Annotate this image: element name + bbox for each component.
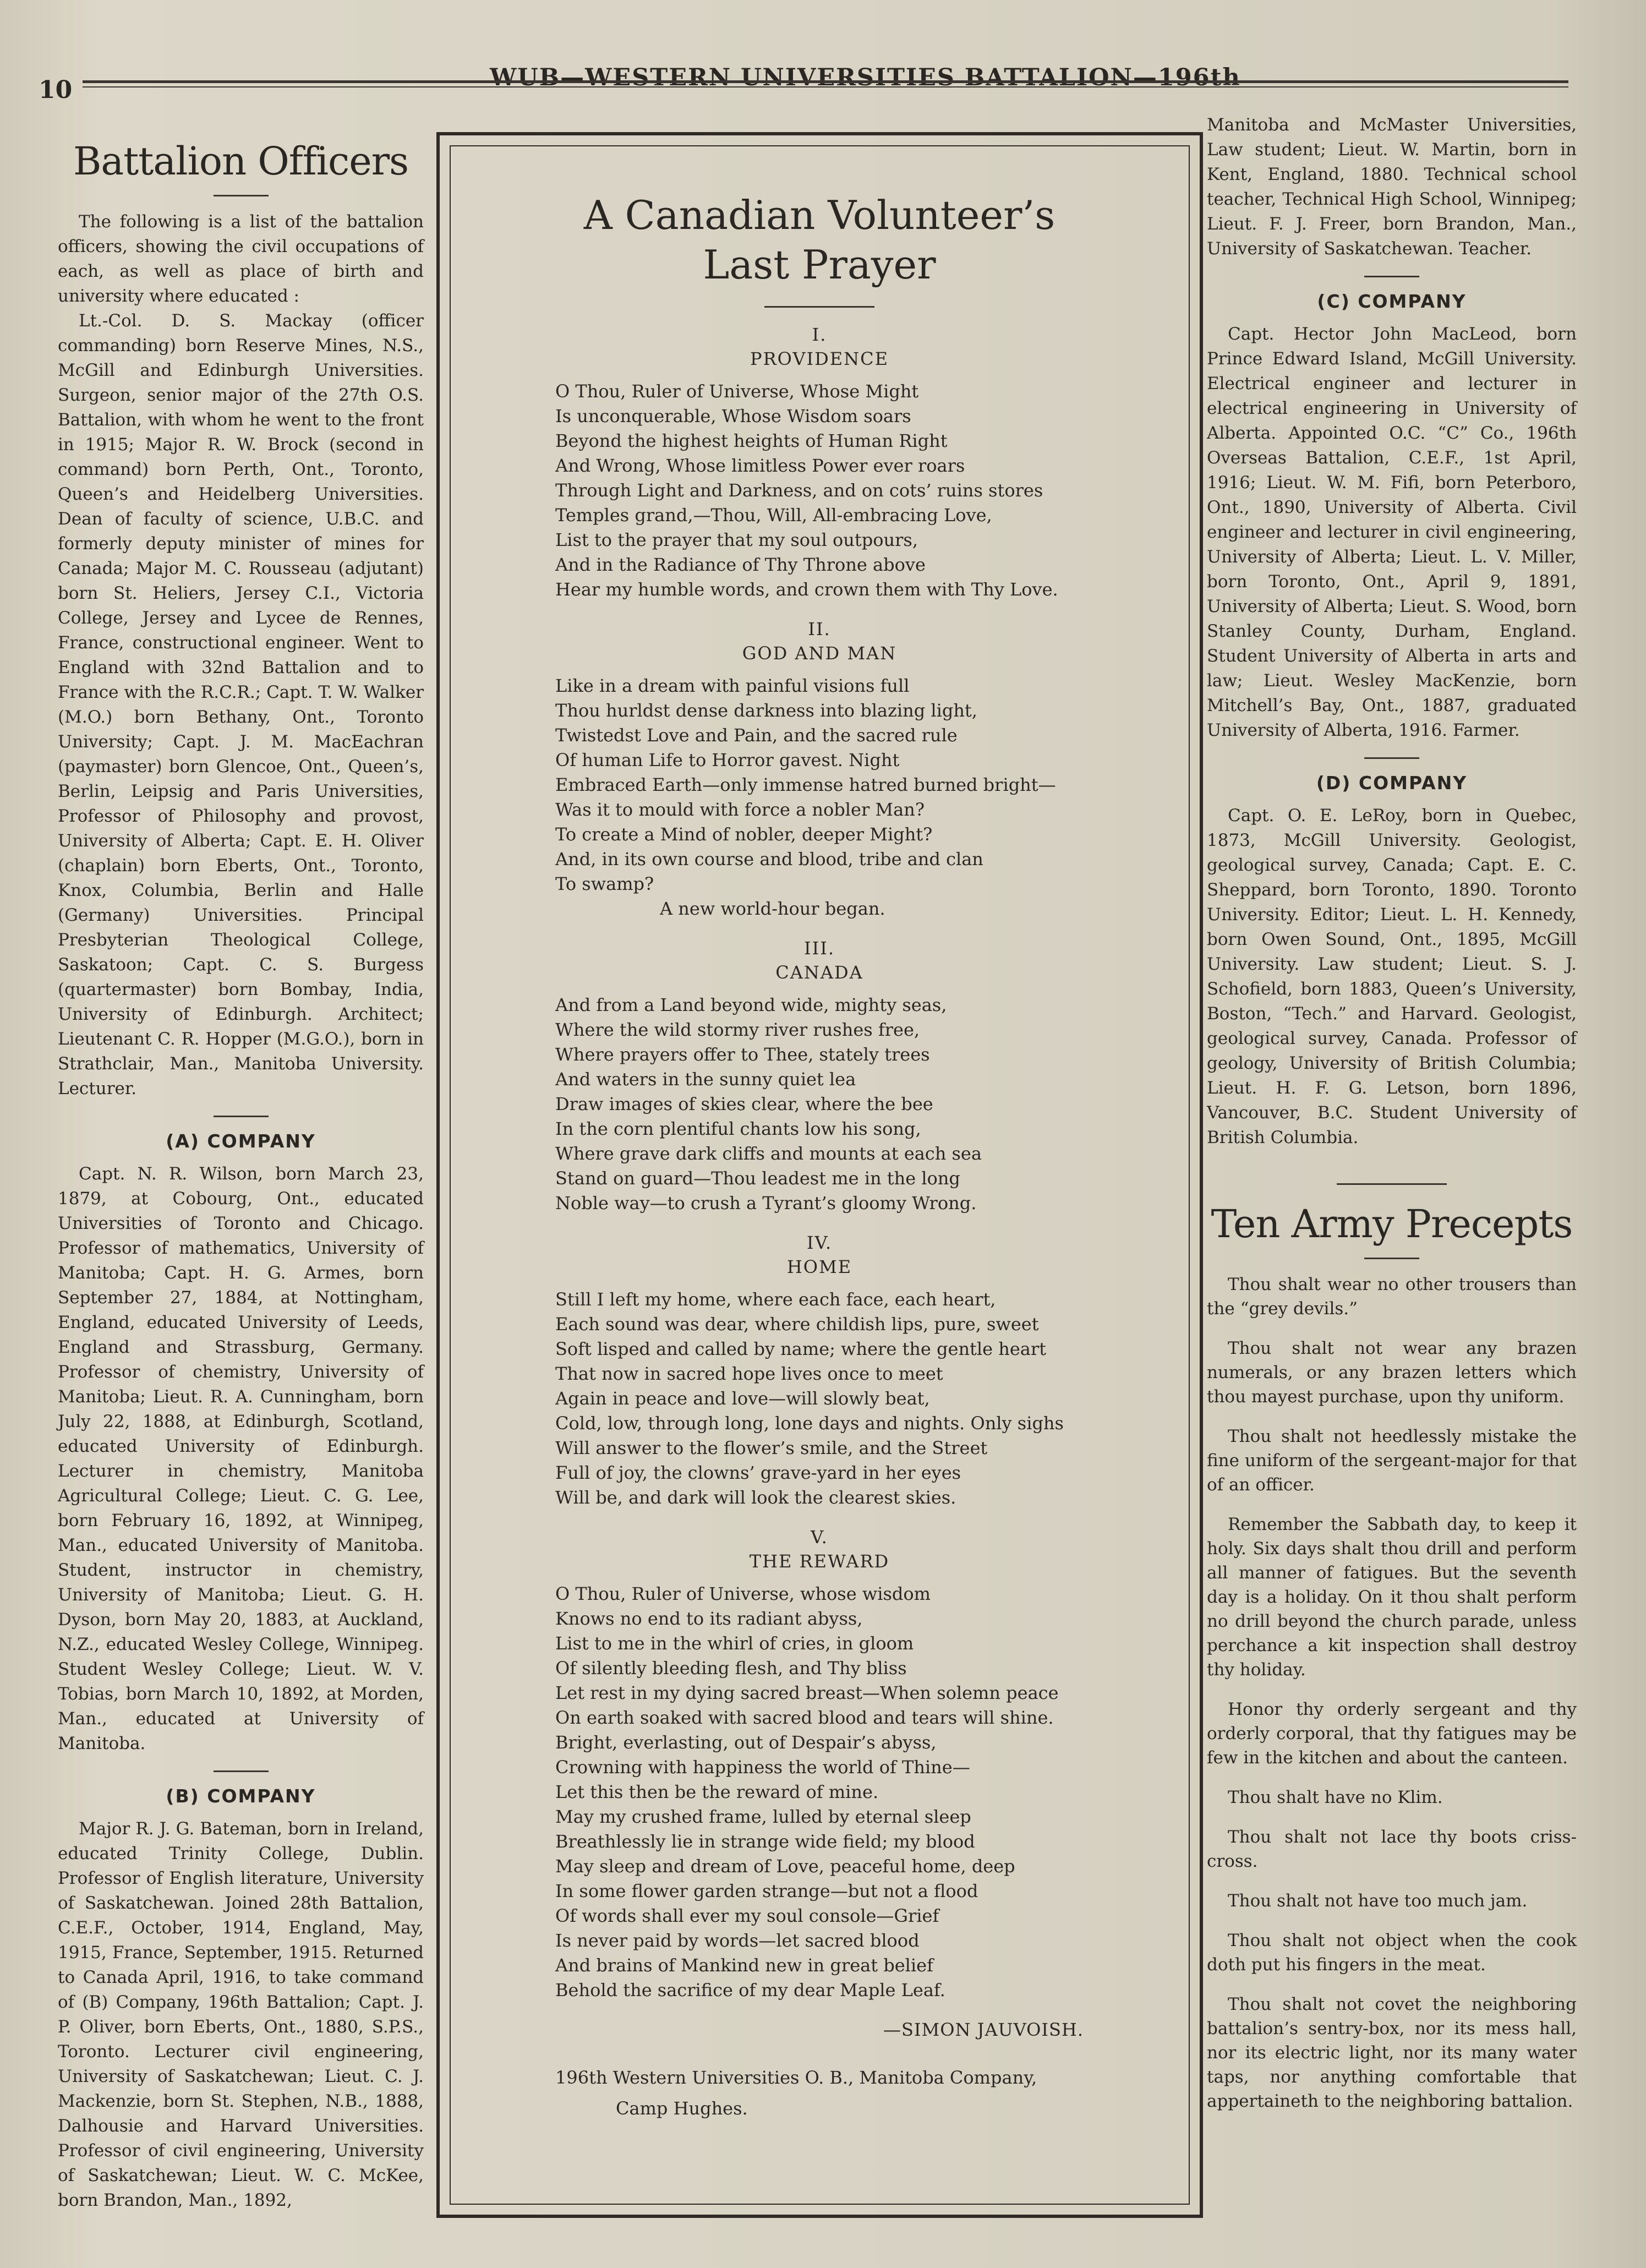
- poem-line: May my crushed frame, lulled by eternal sleep: [555, 1806, 971, 1827]
- precept-item: Thou shalt not have too much jam.: [1228, 1891, 1528, 1911]
- stanza-title: CANADA: [775, 962, 863, 983]
- poem-line: Like in a dream with painful visions full: [555, 675, 910, 696]
- poem-line: List to the prayer that my soul outpours,: [555, 529, 918, 550]
- poem-line: On earth soaked with sacred blood and tears will shine.: [555, 1707, 1054, 1728]
- running-head: WUB—WESTERN UNIVERSITIES BATTALION—196th: [490, 64, 1241, 91]
- divider: [214, 195, 269, 196]
- page-number: 10: [39, 76, 73, 104]
- poem-line: To create a Mind of nobler, deeper Might?: [555, 824, 933, 845]
- stanza-numeral: III.: [803, 938, 835, 959]
- poem-box: [436, 132, 1203, 2218]
- poem-line: Bright, everlasting, out of Despair’s abyss,: [555, 1732, 937, 1753]
- poem-line: In some flower garden strange—but not a flood: [555, 1881, 978, 1901]
- poem-stanza: [555, 938, 1084, 1216]
- precept-item: Honor thy orderly sergeant and thy orderly corporal, that thy fatigues may be few in the kitchen and about the canteen.: [1207, 1699, 1577, 1768]
- poem-signature: —SIMON JAUVOISH.: [883, 2019, 1084, 2040]
- precept-item: Thou shalt not heedlessly mistake the fine uniform of the sergeant-major for that of an officer.: [1207, 1427, 1577, 1495]
- company-b-continued: Manitoba and McMaster Universities, Law student; Lieut. W. Martin, born in Kent, England, 1880. Technical school teacher, Technical High School, Winnipeg; Lieut. F. J. Freer, born Brandon, Man., University of Saskatchewan. Teacher.: [1207, 115, 1577, 259]
- poem-line: And from a Land beyond wide, mighty seas,: [555, 994, 947, 1015]
- poem-line: Twistedst Love and Pain, and the sacred rule: [555, 725, 958, 746]
- poem-line: Full of joy, the clowns’ grave-yard in her eyes: [555, 1462, 961, 1483]
- precepts-list: [1207, 1272, 1577, 2113]
- poem-line: And waters in the sunny quiet lea: [555, 1069, 856, 1090]
- poem-line: Let rest in my dying sacred breast—When solemn peace: [555, 1682, 1059, 1703]
- poem-line: Behold the sacrifice of my dear Maple Leaf.: [555, 1980, 945, 2001]
- company-c-text: Capt. Hector John MacLeod, born Prince Edward Island, McGill University. Electrical engineer and lecturer in electrical engineering in University of Alberta. Appointed O.C. “C” Co., 196th Overseas Battalion, C.E.F., 1st April, 1916; Lieut. W. M. Fifi, born Peterboro, Ont., 1890, University of Alberta. Civil engineer and lecturer in civil engineering, University of Alberta; Lieut. L. V. Miller, born Toronto, Ont., April 9, 1891, University of Alberta; Lieut. S. Wood, born Stanley County, Durham, England. Student University of Alberta in arts and law; Lieut. Wesley MacKenzie, born Mitchell’s Bay, Ont., 1887, graduated University of Alberta, 1916. Farmer.: [1207, 324, 1577, 740]
- precept-item: Thou shalt have no Klim.: [1228, 1788, 1443, 1807]
- poem-line: And Wrong, Whose limitless Power ever roars: [555, 455, 965, 476]
- company-a-text: Capt. N. R. Wilson, born March 23, 1879, at Cobourg, Ont., educated Universities of Toronto and Chicago. Professor of mathematics, University of Manitoba; Capt. H. G. Armes, born September 27, 1884, at Nottingham, England, educated University of Leeds, England and Strassburg, Germany. Professor of chemistry, University of Manitoba; Lieut. R. A. Cunningham, born July 22, 1888, at Edinburgh, Scotland, educated University of Edinburgh. Lecturer in chemistry, Manitoba Agricultural College; Lieut. C. G. Lee, born February 16, 1892, at Winnipeg, Man., educated University of Manitoba. Student, instructor in chemistry, University of Manitoba; Lieut. G. H. Dyson, born May 20, 1883, at Auckland, N.Z., educated Wesley College, Winnipeg. Student Wesley College; Lieut. W. V. Tobias, born March 10, 1892, at Morden, Man., educated at University of Manitoba.: [58, 1164, 424, 1753]
- poem-line: Will be, and dark will look the clearest skies.: [555, 1487, 956, 1508]
- poem-stanza: [555, 1527, 1084, 2003]
- officers-intro: The following is a list of the battalion officers, showing the civil occupations of each, as well as place of birth and university where educated :: [58, 212, 424, 306]
- precept-item: Thou shalt wear no other trousers than the “grey devils.”: [1207, 1275, 1577, 1319]
- precept-item: Thou shalt not covet the neighboring battalion’s sentry-box, nor its mess hall, nor its electric light, nor its many water taps, nor anything comfortable that appertaineth to the neighboring battalion.: [1207, 1994, 1577, 2111]
- poem-line: Breathlessly lie in strange wide field; my blood: [555, 1831, 975, 1852]
- left-column: [58, 132, 424, 2213]
- precept-item: Remember the Sabbath day, to keep it holy. Six days shalt thou drill and perform all manner of fatigues. But the seventh day is a holiday. On it thou shalt perform no drill beyond the church parade, unless perchance a kit inspection shall destroy thy holiday.: [1207, 1515, 1577, 1680]
- poem-line: To swamp?: [555, 873, 654, 894]
- company-c-title: (C) COMPANY: [1317, 291, 1467, 312]
- stanza-title: PROVIDENCE: [750, 348, 889, 369]
- stanza-numeral: IV.: [806, 1232, 833, 1253]
- poem-line: Noble way—to crush a Tyrant’s gloomy Wrong.: [555, 1193, 977, 1214]
- poem-stanzas: [555, 324, 1084, 2003]
- poem-line: Cold, low, through long, lone days and nights. Only sighs: [555, 1413, 1064, 1434]
- poem-line: That now in sacred hope lives once to meet: [555, 1363, 943, 1384]
- precept-item: Thou shalt not wear any brazen numerals, or any brazen letters which thou mayest purchase, upon thy uniform.: [1207, 1338, 1577, 1407]
- poem-line: Temples grand,—Thou, Will, All-embracing Love,: [555, 505, 992, 526]
- poem-line: Where grave dark cliffs and mounts at each sea: [555, 1143, 982, 1164]
- poem-line: Is unconquerable, Whose Wisdom soars: [555, 406, 911, 427]
- poem-line: Where prayers offer to Thee, stately trees: [555, 1044, 930, 1065]
- poem-content: [555, 190, 1084, 2124]
- precepts-title: Ten Army Precepts: [1211, 1201, 1573, 1247]
- poem-line: Soft lisped and called by name; where the gentle heart: [555, 1338, 1047, 1359]
- poem-line: Is never paid by words—let sacred blood: [555, 1930, 920, 1951]
- poem-line: Each sound was dear, where childish lips, pure, sweet: [555, 1314, 1039, 1335]
- company-b-text: Major R. J. G. Bateman, born in Ireland, educated Trinity College, Dublin. Professor of English literature, University of Saskatchewan. Joined 28th Battalion, C.E.F., October, 1914, England, May, 1915, France, September, 1915. Returned to Canada April, 1916, to take command of (B) Company, 196th Battalion; Capt. J. P. Oliver, born Eberts, Ont., 1880, S.P.S., Toronto. Lecturer civil engineering, University of Saskatchewan; Lieut. C. J. Mackenzie, born St. Stephen, N.B., 1888, Dalhousie and Harvard Universities. Professor of civil engineering, University of Saskatchewan; Lieut. W. C. McKee, born Brandon, Man., 1892,: [58, 1819, 424, 2210]
- poem-line: Again in peace and love—will slowly beat,: [555, 1388, 930, 1409]
- header-rule-thin: [83, 86, 1568, 88]
- poem-line: Embraced Earth—only immense hatred burned bright—: [555, 774, 1056, 795]
- poem-footer-line: 196th Western Universities O. B., Manitoba Company,: [555, 2067, 1037, 2088]
- divider: [214, 1770, 269, 1772]
- poem-stanza: [555, 1232, 1084, 1510]
- poem-line: Of words shall ever my soul console—Grief: [555, 1905, 939, 1926]
- divider: [1364, 276, 1419, 277]
- poem-line: Beyond the highest heights of Human Right: [555, 430, 948, 451]
- officers-title: Battalion Officers: [73, 139, 409, 184]
- poem-line: Hear my humble words, and crown them with Thy Love.: [555, 579, 1058, 600]
- poem-line: Will answer to the flower’s smile, and the Street: [555, 1438, 988, 1458]
- officers-staff: Lt.-Col. D. S. Mackay (officer commanding) born Reserve Mines, N.S., McGill and Edinburgh Universities. Surgeon, senior major of the 27th O.S. Battalion, with whom he went to the front in 1915; Major R. W. Brock (second in command) born Perth, Ont., Toronto, Queen’s and Heidelberg Universities. Dean of faculty of science, U.B.C. and formerly deputy minister of mines for Canada; Major M. C. Rousseau (adjutant) born St. Heliers, Jersey C.I., Victoria College, Jersey and Lycee de Rennes, France, constructional engineer. Went to England with 32nd Battalion and to France with the R.C.R.; Capt. T. W. Walker (M.O.) born Bethany, Ont., Toronto University; Capt. J. M. MacEachran (paymaster) born Glencoe, Ont., Queen’s, Berlin, Leipsig and Paris Universities, Professor of Philosophy and provost, University of Alberta; Capt. E. H. Oliver (chaplain) born Eberts, Ont., Toronto, Knox, Columbia, Berlin and Halle (Germany) Universities. Principal Presbyterian Theological College, Saskatoon; Capt. C. S. Burgess (quartermaster) born Bombay, India, University of Edinburgh. Architect; Lieutenant C. R. Hopper (M.G.O.), born in Strathclair, Man., Manitoba University. Lecturer.: [58, 311, 424, 1099]
- poem-line: May sleep and dream of Love, peaceful home, deep: [555, 1856, 1015, 1877]
- poem-line: Still I left my home, where each face, each heart,: [555, 1289, 996, 1310]
- company-d-text: Capt. O. E. LeRoy, born in Quebec, 1873, McGill University. Geologist, geological survey, Canada; Capt. E. C. Sheppard, born Toronto, 1890. Toronto University. Editor; Lieut. L. H. Kennedy, born Owen Sound, Ont., 1895, McGill University. Law student; Lieut. S. J. Schofield, born 1883, Queen’s University, Boston, “Tech.” and Harvard. Geologist, geological survey, Canada. Professor of geology, University of British Columbia; Lieut. H. F. G. Letson, born 1896, Vancouver, B.C. Student University of British Columbia.: [1207, 806, 1577, 1147]
- poem-stanza: [555, 619, 1084, 921]
- stanza-numeral: II.: [808, 619, 831, 640]
- stanza-title: GOD AND MAN: [742, 643, 897, 664]
- divider: [1364, 757, 1419, 759]
- poem-line: Stand on guard—Thou leadest me in the long: [555, 1168, 960, 1189]
- poem-line: A new world-hour began.: [660, 898, 885, 919]
- poem-line: Knows no end to its radiant abyss,: [555, 1608, 863, 1629]
- poem-line: Crowning with happiness the world of Thine—: [555, 1757, 970, 1778]
- poem-line: O Thou, Ruler of Universe, Whose Might: [555, 381, 919, 402]
- poem-line: And in the Radiance of Thy Throne above: [555, 554, 926, 575]
- poem-line: In the corn plentiful chants low his song,: [555, 1118, 921, 1139]
- poem-line: And brains of Mankind new in great belief: [555, 1955, 933, 1976]
- header-rule: [83, 80, 1568, 83]
- poem-footer: [555, 2062, 1084, 2124]
- divider: [764, 306, 874, 308]
- poem-line: Of human Life to Horror gavest. Night: [555, 750, 900, 770]
- stanza-numeral: I.: [812, 324, 827, 345]
- poem-line: Was it to mould with force a nobler Man?: [555, 799, 925, 820]
- divider: [1337, 1183, 1447, 1185]
- divider: [1364, 1258, 1419, 1259]
- stanza-title: THE REWARD: [749, 1551, 890, 1572]
- divider: [214, 1116, 269, 1117]
- company-d-title: (D) COMPANY: [1316, 772, 1468, 794]
- poem-stanza: [555, 324, 1084, 602]
- poem-line: List to me in the whirl of cries, in gloom: [555, 1633, 914, 1654]
- poem-footer-line: Camp Hughes.: [616, 2098, 748, 2119]
- poem-line: Of silently bleeding flesh, and Thy bliss: [555, 1658, 907, 1679]
- precept-item: Thou shalt not lace thy boots criss-cross.: [1207, 1827, 1577, 1871]
- poem-line: And, in its own course and blood, tribe and clan: [555, 849, 983, 870]
- poem-title: A Canadian Volunteer’s Last Prayer: [583, 192, 1056, 288]
- company-b-title: (B) COMPANY: [166, 1785, 316, 1807]
- poem-line: O Thou, Ruler of Universe, whose wisdom: [555, 1583, 931, 1604]
- poem-line: Draw images of skies clear, where the bee: [555, 1094, 933, 1114]
- stanza-numeral: V.: [811, 1527, 828, 1548]
- poem-line: Thou hurldst dense darkness into blazing light,: [555, 700, 977, 721]
- poem-line: Where the wild stormy river rushes free,: [555, 1019, 920, 1040]
- poem-line: Let this then be the reward of mine.: [555, 1781, 879, 1802]
- company-a-title: (A) COMPANY: [166, 1130, 316, 1152]
- poem-line: Through Light and Darkness, and on cots’ ruins stores: [555, 480, 1043, 501]
- right-column: [1207, 113, 1577, 2129]
- precept-item: Thou shalt not object when the cook doth put his fingers in the meat.: [1207, 1931, 1577, 1975]
- stanza-title: HOME: [786, 1256, 852, 1277]
